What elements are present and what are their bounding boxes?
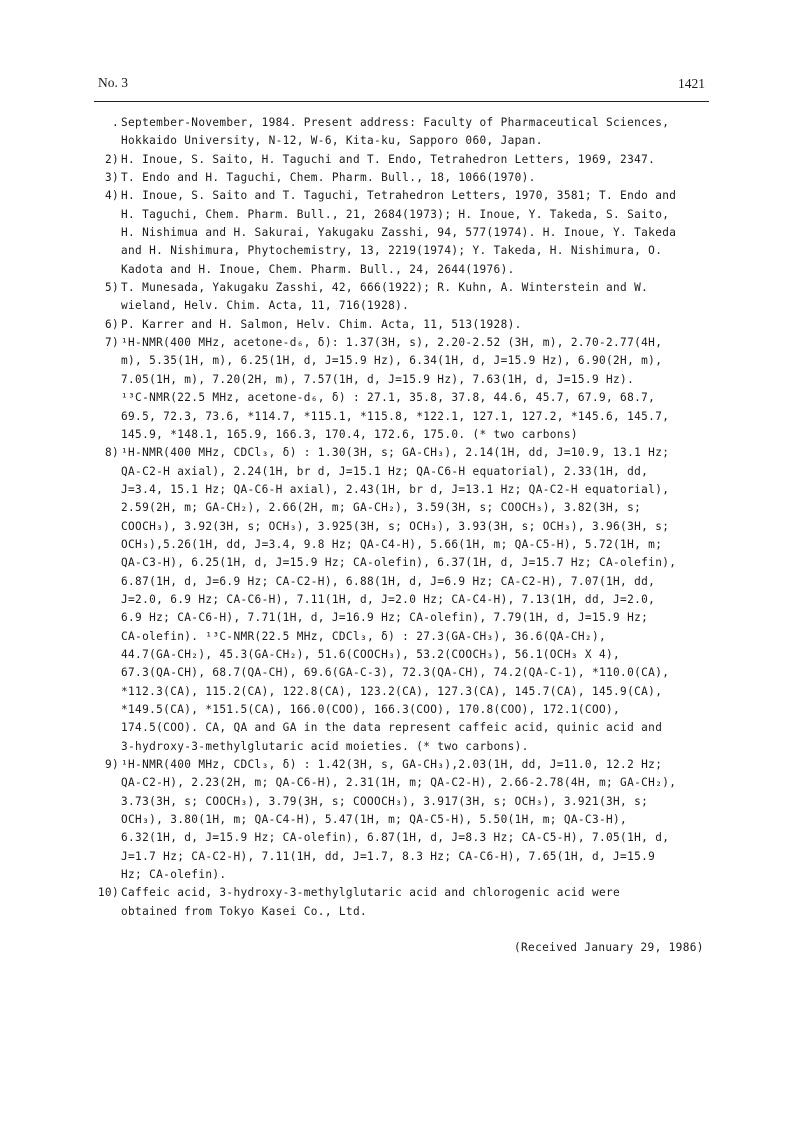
reference-line: Hokkaido University, N-12, W-6, Kita-ku, Sapporo 060, Japan. bbox=[121, 134, 543, 148]
reference-number: 7) bbox=[104, 336, 119, 350]
reference-number: 8) bbox=[104, 446, 119, 460]
reference-text bbox=[119, 279, 716, 316]
reference-line: T. Munesada, Yakugaku Zasshi, 42, 666(1922); R. Kuhn, A. Winterstein and W. bbox=[121, 281, 649, 295]
reference-line: H. Inoue, S. Saito and T. Taguchi, Tetrahedron Letters, 1970, 3581; T. Endo and bbox=[121, 189, 677, 203]
reference-number: 9) bbox=[104, 758, 119, 772]
reference-number: . bbox=[111, 116, 119, 129]
reference-line: 3-hydroxy-3-methylglutaric acid moieties. (* two carbons). bbox=[121, 739, 529, 753]
reference-line: wieland, Helv. Chim. Acta, 11, 716(1928). bbox=[121, 299, 410, 313]
reference-line: *149.5(CA), *151.5(CA), 166.0(COO), 166.3(COO), 170.8(COO), 172.1(COO), bbox=[121, 703, 621, 716]
reference-number: 4) bbox=[104, 189, 119, 203]
reference-line: m), 5.35(1H, m), 6.25(1H, d, J=15.9 Hz), 6.34(1H, d, J=15.9 Hz), 6.90(2H, m), bbox=[121, 354, 663, 368]
reference-line: obtained from Tokyo Kasei Co., Ltd. bbox=[121, 904, 368, 918]
reference-line: 145.9, *148.1, 165.9, 166.3, 170.4, 172.6, 175.0. (* two carbons) bbox=[121, 427, 578, 441]
reference-item bbox=[96, 151, 716, 169]
reference-number: 3) bbox=[104, 171, 119, 185]
reference-line: 174.5(COO). CA, QA and GA in the data represent caffeic acid, quinic acid and bbox=[121, 721, 663, 735]
reference-line: H. Nishimua and H. Sakurai, Yakugaku Zasshi, 94, 577(1974). H. Inoue, Y. Takeda bbox=[121, 226, 677, 240]
issue-number: No. 3 bbox=[98, 75, 128, 90]
reference-item bbox=[96, 444, 716, 756]
reference-line: 6.87(1H, d, J=6.9 Hz; CA-C2-H), 6.88(1H, d, J=6.9 Hz; CA-C2-H), 7.07(1H, dd, bbox=[121, 574, 656, 588]
reference-line: and H. Nishimura, Phytochemistry, 13, 2219(1974); Y. Takeda, H. Nishimura, O. bbox=[121, 244, 663, 258]
reference-line: 69.5, 72.3, 73.6, *114.7, *115.1, *115.8, *122.1, 127.1, 127.2, *145.6, 145.7, bbox=[121, 409, 670, 423]
reference-line: CA-olefin). ¹³C-NMR(22.5 MHz, CDCl₃, δ) : 27.3(GA-CH₃), 36.6(QA-CH₂), bbox=[121, 629, 607, 643]
reference-line: 44.7(GA-CH₂), 45.3(GA-CH₂), 51.6(COOCH₃), 53.2(COOCH₃), 56.1(OCH₃ X 4), bbox=[121, 647, 621, 661]
reference-number: 6) bbox=[104, 317, 119, 331]
reference-text bbox=[119, 187, 716, 279]
reference-text bbox=[119, 334, 716, 444]
reference-line: Kadota and H. Inoue, Chem. Pharm. Bull., 24, 2644(1976). bbox=[121, 262, 515, 276]
reference-item bbox=[96, 316, 716, 334]
reference-item bbox=[96, 334, 716, 444]
reference-line: QA-C2-H axial), 2.24(1H, br d, J=15.1 Hz; QA-C6-H equatorial), 2.33(1H, dd, bbox=[121, 464, 649, 478]
reference-text bbox=[119, 151, 716, 169]
reference-line: J=3.4, 15.1 Hz; QA-C6-H axial), 2.43(1H, br d, J=13.1 Hz; QA-C2-H equatorial), bbox=[121, 482, 670, 496]
reference-line: 6.32(1H, d, J=15.9 Hz; CA-olefin), 6.87(1H, d, J=8.3 Hz; CA-C5-H), 7.05(1H, d, bbox=[121, 831, 670, 845]
reference-line: ¹H-NMR(400 MHz, CDCl₃, δ) : 1.30(3H, s; GA-CH₃), 2.14(1H, dd, J=10.9, 13.1 Hz; bbox=[121, 446, 670, 460]
reference-text bbox=[119, 884, 716, 921]
reference-line: ¹H-NMR(400 MHz, CDCl₃, δ) : 1.42(3H, s, GA-CH₃),2.03(1H, dd, J=11.0, 12.2 Hz; bbox=[121, 758, 663, 772]
header-rule bbox=[94, 101, 709, 102]
reference-line: H. Taguchi, Chem. Pharm. Bull., 21, 2684(1973); H. Inoue, Y. Takeda, S. Saito, bbox=[121, 207, 670, 221]
reference-item bbox=[96, 756, 716, 884]
reference-line: T. Endo and H. Taguchi, Chem. Pharm. Bull., 18, 1066(1970). bbox=[121, 171, 536, 185]
reference-text bbox=[119, 444, 716, 756]
reference-line: *112.3(CA), 115.2(CA), 122.8(CA), 123.2(CA), 127.3(CA), 145.7(CA), 145.9(CA), bbox=[121, 684, 663, 698]
reference-line: 67.3(QA-CH), 68.7(QA-CH), 69.6(GA-C-3), 72.3(QA-CH), 74.2(QA-C-1), *110.0(CA), bbox=[121, 666, 670, 680]
reference-line: COOCH₃), 3.92(3H, s; OCH₃), 3.925(3H, s; OCH₃), 3.93(3H, s; OCH₃), 3.96(3H, s; bbox=[121, 519, 670, 533]
reference-line: P. Karrer and H. Salmon, Helv. Chim. Acta, 11, 513(1928). bbox=[121, 317, 522, 331]
reference-line: 6.9 Hz; CA-C6-H), 7.71(1H, d, J=16.9 Hz; CA-olefin), 7.79(1H, d, J=15.9 Hz; bbox=[121, 611, 649, 625]
reference-list bbox=[96, 114, 716, 921]
reference-line: ¹H-NMR(400 MHz, acetone-d₆, δ): 1.37(3H, s), 2.20-2.52 (3H, m), 2.70-2.77(4H, bbox=[121, 336, 663, 350]
reference-line: ¹³C-NMR(22.5 MHz, acetone-d₆, δ) : 27.1, 35.8, 37.8, 44.6, 45.7, 67.9, 68.7, bbox=[121, 391, 656, 405]
reference-text bbox=[119, 316, 716, 334]
reference-item bbox=[96, 884, 716, 921]
reference-number: 2) bbox=[104, 152, 119, 166]
reference-item bbox=[96, 279, 716, 316]
reference-line: QA-C3-H), 6.25(1H, d, J=15.9 Hz; CA-olefin), 6.37(1H, d, J=15.7 Hz; CA-olefin), bbox=[121, 556, 677, 570]
reference-line: 2.59(2H, m; GA-CH₂), 2.66(2H, m; GA-CH₂), 3.59(3H, s; COOCH₃), 3.82(3H, s; bbox=[121, 501, 642, 515]
reference-text bbox=[119, 756, 716, 884]
reference-line: OCH₃), 3.80(1H, m; QA-C4-H), 5.47(1H, m; QA-C5-H), 5.50(1H, m; QA-C3-H), bbox=[121, 813, 628, 827]
reference-text bbox=[119, 169, 716, 187]
reference-line: September-November, 1984. Present address: Faculty of Pharmaceutical Sciences, bbox=[121, 116, 670, 129]
reference-line: Caffeic acid, 3-hydroxy-3-methylglutaric acid and chlorogenic acid were bbox=[121, 886, 621, 900]
page-number: 1421 bbox=[678, 76, 705, 91]
reference-text bbox=[119, 114, 716, 151]
reference-line: H. Inoue, S. Saito, H. Taguchi and T. Endo, Tetrahedron Letters, 1969, 2347. bbox=[121, 152, 656, 166]
reference-number: 10) bbox=[97, 886, 119, 900]
reference-line: J=2.0, 6.9 Hz; CA-C6-H), 7.11(1H, d, J=2.0 Hz; CA-C4-H), 7.13(1H, dd, J=2.0, bbox=[121, 592, 656, 606]
reference-number: 5) bbox=[104, 281, 119, 295]
reference-item bbox=[96, 114, 716, 151]
reference-line: Hz; CA-olefin). bbox=[121, 868, 227, 882]
reference-line: OCH₃),5.26(1H, dd, J=3.4, 9.8 Hz; QA-C4-H), 5.66(1H, m; QA-C5-H), 5.72(1H, m; bbox=[121, 537, 663, 551]
reference-line: 7.05(1H, m), 7.20(2H, m), 7.57(1H, d, J=15.9 Hz), 7.63(1H, d, J=15.9 Hz). bbox=[121, 372, 635, 386]
reference-item bbox=[96, 187, 716, 279]
reference-item bbox=[96, 169, 716, 187]
received-date: (Received January 29, 1986) bbox=[514, 941, 704, 954]
reference-line: J=1.7 Hz; CA-C2-H), 7.11(1H, dd, J=1.7, 8.3 Hz; CA-C6-H), 7.65(1H, d, J=15.9 bbox=[121, 849, 656, 863]
reference-line: QA-C2-H), 2.23(2H, m; QA-C6-H), 2.31(1H, m; QA-C2-H), 2.66-2.78(4H, m; GA-CH₂), bbox=[121, 776, 677, 790]
reference-line: 3.73(3H, s; COOCH₃), 3.79(3H, s; COOOCH₃), 3.917(3H, s; OCH₃), 3.921(3H, s; bbox=[121, 794, 649, 808]
